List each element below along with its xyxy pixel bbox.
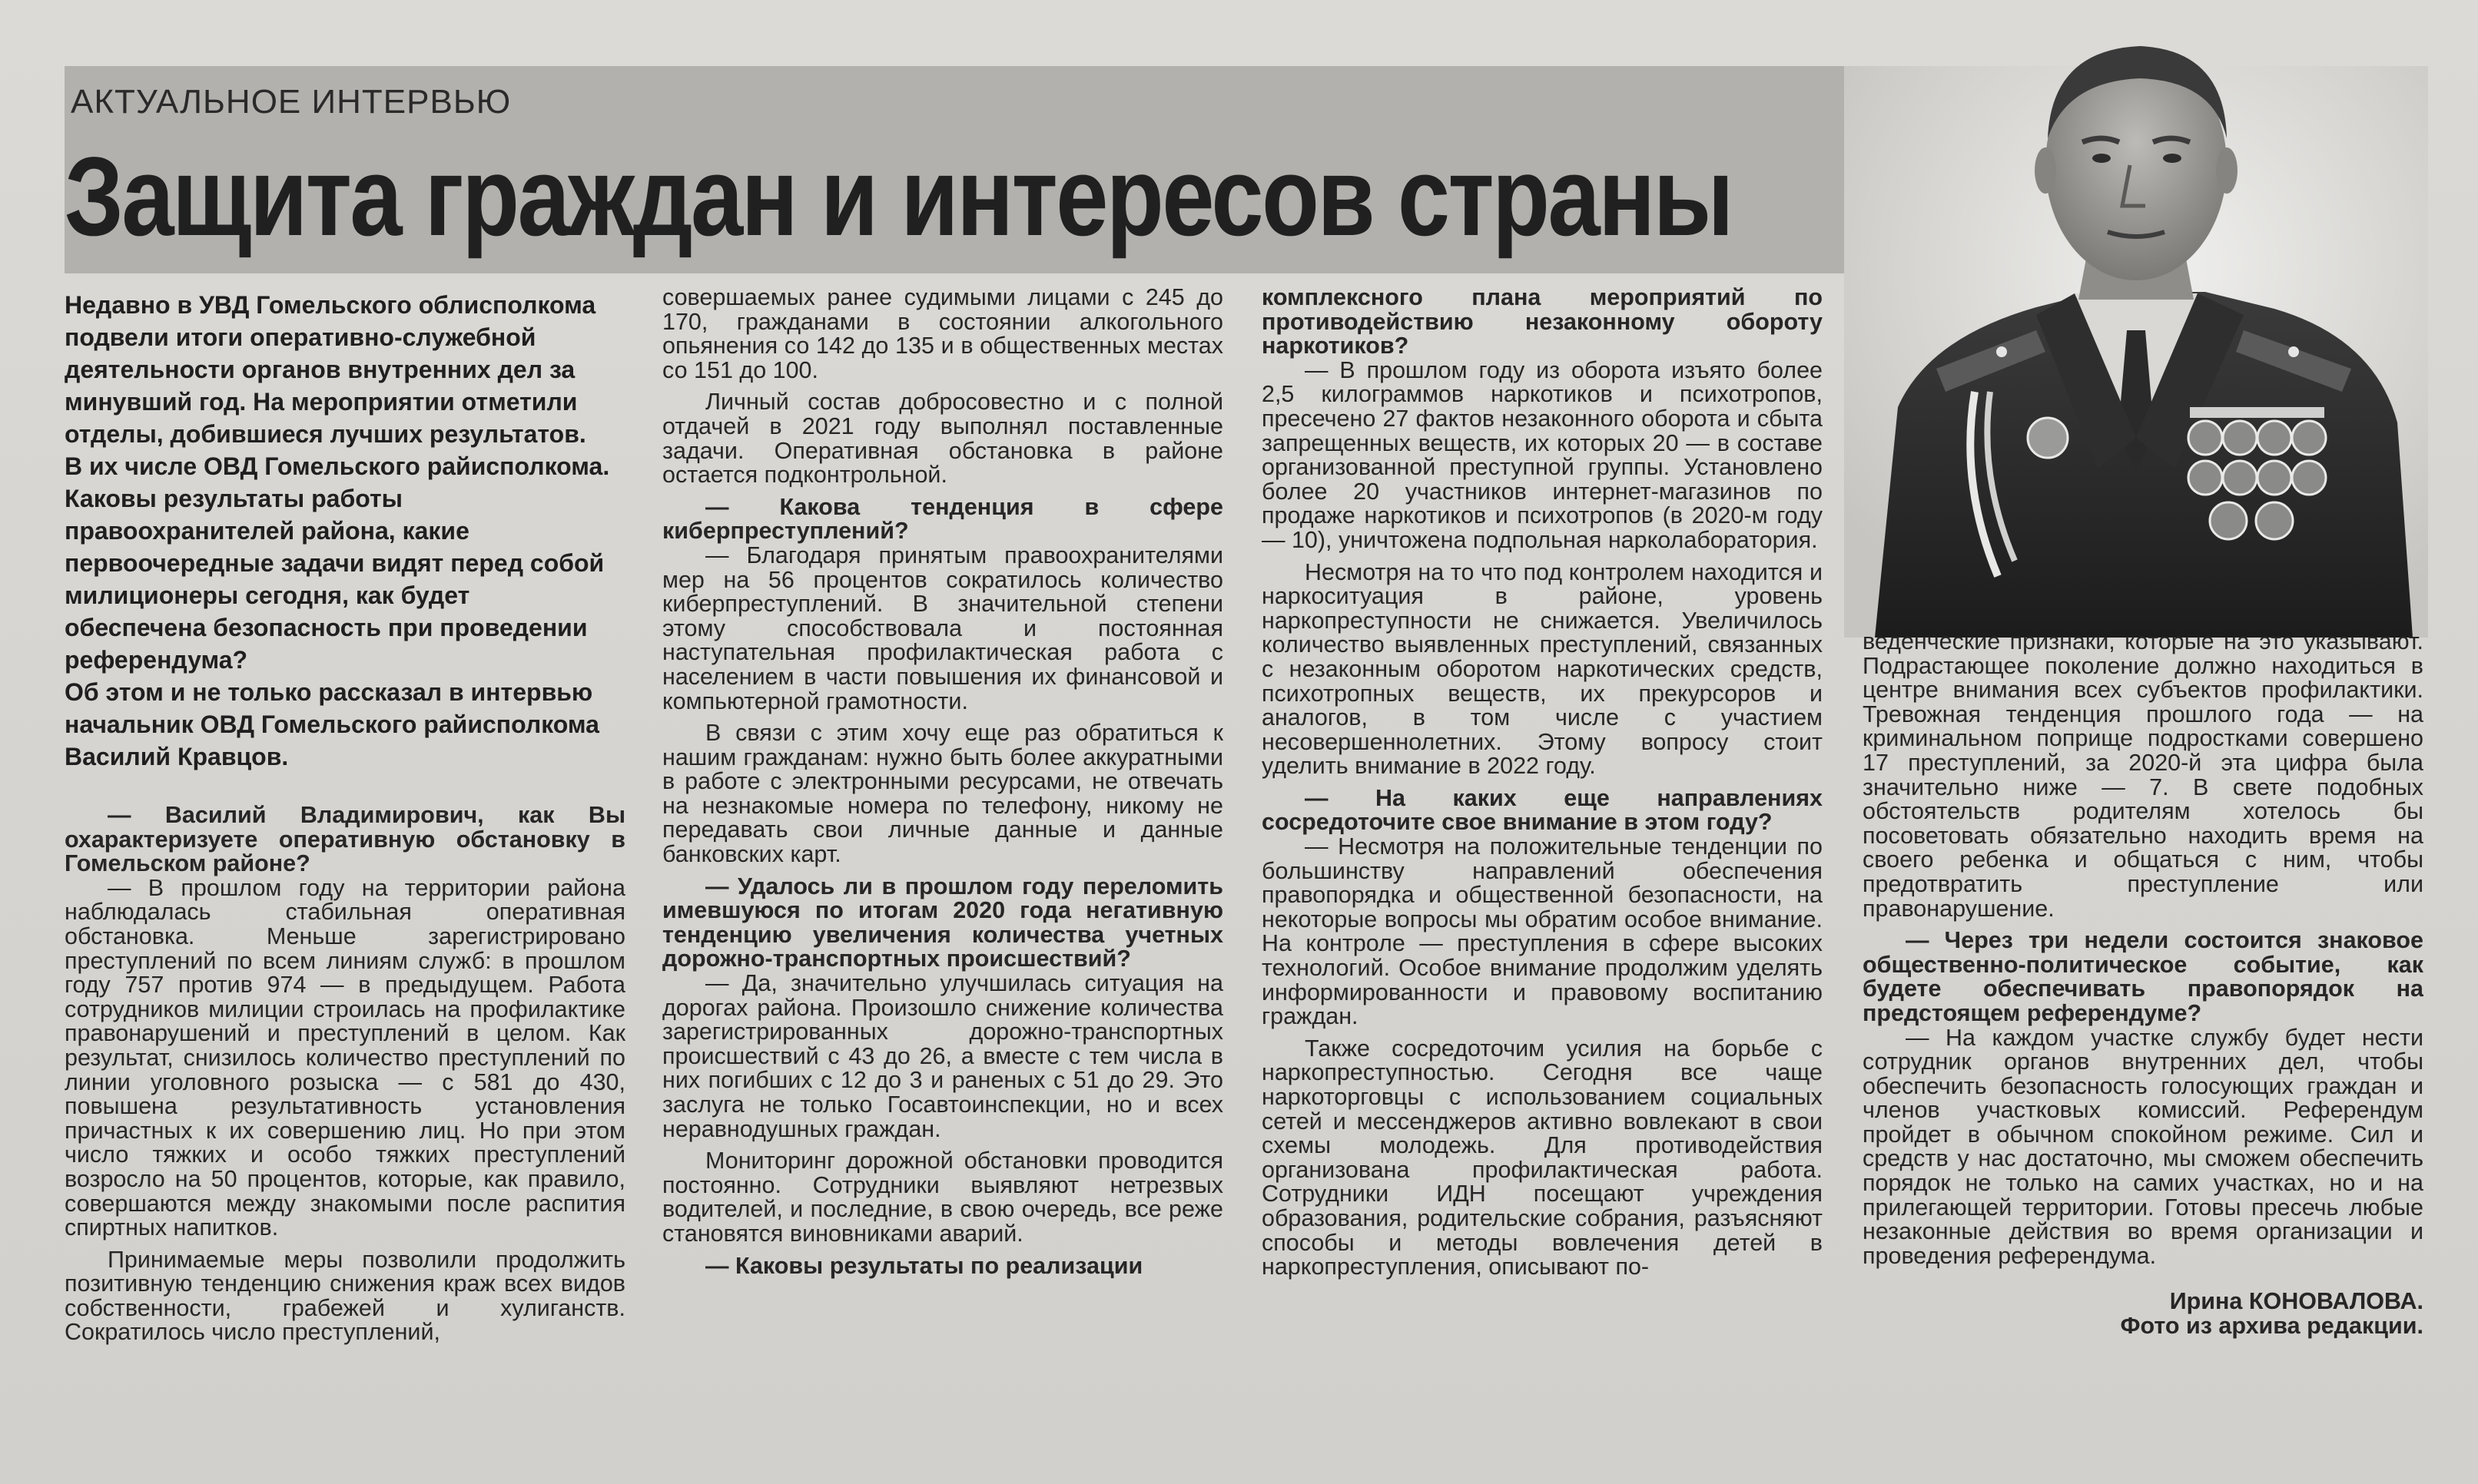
article-lead [65,286,625,780]
interview-answer: веденческие признаки, которые на это указывают. Подрастающее поколение должно находиться в центре внимания всех субъектов профилактики. Тревожная тенденция прошлого года — на криминальном поприще подростками совершено 17 преступлений, за 2020-й эта цифра была значительно ниже — 7. В свете подобных обстоятельств родителям хотелось бы посоветовать обязательно находить время на своего ребенка и общаться с ним, чтобы предотвратить преступление или правонарушение. [1863,630,2423,922]
interview-answer: — В прошлом году на территории района наблюдалась стабильная оперативная обстановка. Меньше зарегистрировано преступлений по всем линиям служб: в прошлом году 757 против 974 — в предыдущем. Работа сотрудников милиции строилась на профилактике правонарушений и преступлений в целом. Как результат, снизилось количество преступлений по линии уголовного розыска — с 581 до 430, повышена результативность установления причастных к их совершению лиц. Но при этом число тяжких и особо тяжких преступлений возросло на 50 процентов, которые, как правило, совершаются между знакомыми после распития спиртных напитков. [65,874,625,1241]
interview-question: — На каких еще направлениях сосредоточите свое внимание в этом году? [1262,784,1823,836]
interview-question: комплексного плана мероприятий по противодействию незаконному обороту наркотиков? [1262,286,1823,359]
interview-answer: Принимаемые меры позволили продолжить позитивную тенденцию снижения краж всех видов собственности, грабежей и хулиганств. Сократилось число преступлений, [65,1246,625,1346]
interview-answer: — В прошлом году из оборота изъято более 2,5 килограммов наркотиков и психотропов, пресечено 27 фактов незаконного оборота и сбыта запрещенных веществ, их которых 20 — в составе организованной преступной группы. Установлено более 20 участников интернет-магазинов по продаже наркотиков и психотропов (в 2020-м году — 10), уничтожена подпольная нарколаборатория. [1262,356,1823,553]
lead-paragraph: Недавно в УВД Гомельского облисполкома подвели итоги оперативно-служебной деятельности органов внутренних дел за минувший год. На мероприятии отметили отделы, добившиеся лучших результатов. [65,291,596,448]
interview-answer: Мониторинг дорожной обстановки проводится постоянно. Сотрудники выявляют нетрезвых водителей, и последние, в свою очередь, все реже становятся виновниками аварий. [662,1148,1223,1247]
interview-answer: — На каждом участке службу будет нести сотрудник органов внутренних дел, чтобы обеспечить безопасность голосующих граждан и членов участковых комиссий. Референдум пройдет в обычном спокойном режиме. Сил и средств у нас достаточно, мы сможем обеспечить порядок не только на самих участках, но и на прилегающей территории. Готовы пресечь любые незаконные действия во время организации и проведения референдума. [1863,1024,2423,1269]
interview-answer: совершаемых ранее судимыми лицами с 245 до 170, гражданами в состоянии алкогольного опьянения со 142 до 135 и в общественных местах со 151 до 100. [662,286,1223,383]
article-column-4 [1863,630,2423,1459]
rubric-label: АКТУАЛЬНОЕ ИНТЕРВЬЮ [71,83,512,121]
article-credits [1863,1290,2423,1338]
interview-answer: Также сосредоточим усилия на борьбе с наркопреступностью. Сегодня все чаще наркоторговцы с использованием социальных сетей и мессенджеров активно вовлекают в свои схемы молодежь. Для противодействия организована профилактическая работа. Сотрудники ИДН посещают учреждения образования, родительские собрания, разъясняют способы и методы вовлечения детей в наркопреступления, описывают по- [1262,1035,1823,1280]
photo-credit: Фото из архива редакции. [2120,1313,2423,1340]
article-column-1 [65,286,625,1453]
author-name: Ирина КОНОВАЛОВА. [2169,1288,2423,1315]
interview-answer: — Благодаря принятым правоохранителями мер на 56 процентов сократилось количество киберпреступлений. В значительной степени этому способствовала и постоянная наступательная профилактическая работа с населением в части повышения их финансовой и компьютерной грамотности. [662,542,1223,714]
interview-answer: В связи с этим хочу еще раз обратиться к нашим гражданам: нужно быть более аккуратными в работе с электронными ресурсами, не отвечать на незнакомые номера по телефону, никому не передавать свои личные данные и данные банковских карт. [662,720,1223,868]
article-column-3 [1262,286,1823,1453]
officer-portrait [1844,8,2428,638]
interview-question: — Василий Владимирович, как Вы охарактеризуете оперативную обстановку в Гомельском районе? [65,802,625,877]
lead-paragraph: Об этом и не только рассказал в интервью начальник ОВД Гомельского райисполкома Василий Кравцов. [65,678,599,770]
interview-question: — Каковы результаты по реализации [705,1252,1143,1279]
interview-answer: Личный состав добросовестно и с полной отдачей в 2021 году выполнял поставленные задачи. Оперативная обстановка в районе остается подконтрольной. [662,389,1223,489]
interview-answer: — Да, значительно улучшилась ситуация на дорогах района. Произошло снижение количества зарегистрированных дорожно-транспортных происшествий с 43 до 26, а вместе с тем числа в них погибших с 12 до 3 и раненых с 51 до 29. Это заслуга не только Госавтоинспекции, но и всех неравнодушных граждан. [662,970,1223,1142]
interview-answer: Несмотря на то что под контролем находится и наркоситуация в районе, уровень наркопреступности не снижается. Увеличилось количество выявленных преступлений, связанных с незаконным оборотом наркотических средств, психотропных веществ, их прекурсоров и аналогов, в том числе с участием несовершеннолетних. Этому вопросу стоит уделить внимание в 2022 году. [1262,558,1823,780]
interview-question: — Удалось ли в прошлом году переломить имевшуюся по итогам 2020 года негативную тенденцию увеличения количества учетных дорожно-транспортных происшествий? [662,873,1223,972]
interview-question: — Какова тенденция в сфере киберпреступлений? [662,493,1223,545]
interview-question: — Через три недели состоится знаковое общественно-политическое событие, как будете обеспечивать правопорядок на предстоящем референдуме? [1863,927,2423,1026]
lead-paragraph: В их числе ОВД Гомельского райисполкома. Каковы результаты работы правоохранителей района, какие первоочередные задачи видят перед собой милиционеры сегодня, как будет обеспечена безопасность при проведении референдума? [65,452,610,674]
article-column-2 [662,286,1223,1453]
interview-answer: — Несмотря на положительные тенденции по большинству направлений обеспечения правопорядка и общественной безопасности, на некоторые вопросы мы обратим особое внимание. На контроле — преступления в сфере высоких технологий. Особое внимание продолжим уделять информированности и правовому воспитанию граждан. [1262,833,1823,1030]
article-headline: Защита граждан и интересов страны [65,134,1732,259]
